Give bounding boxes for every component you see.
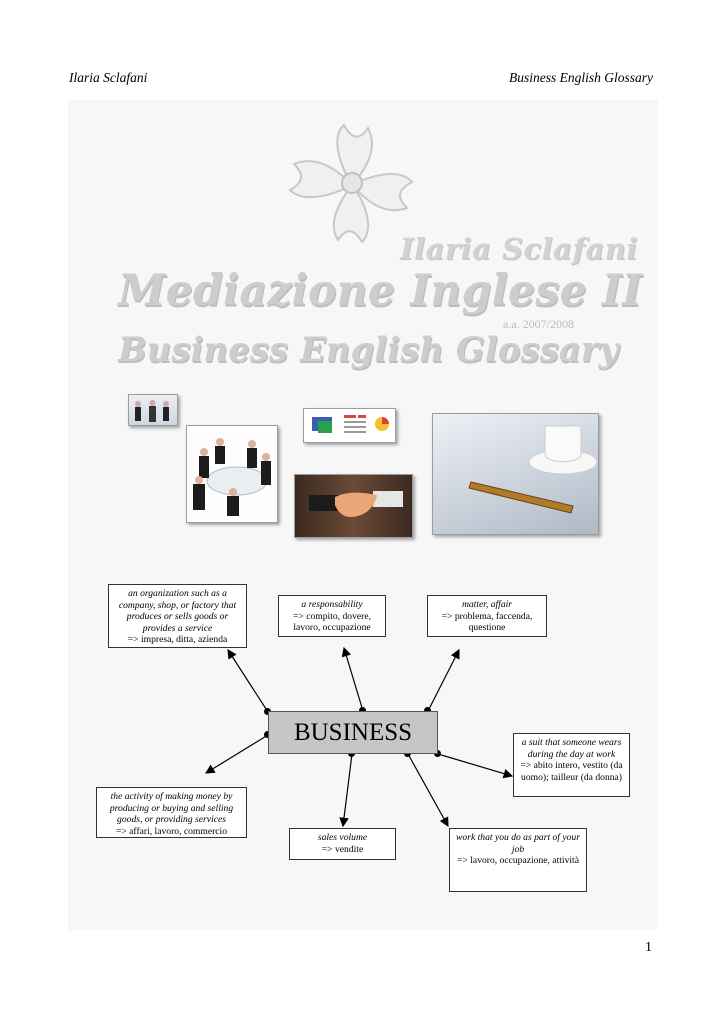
mindmap-node-company: [108, 584, 247, 648]
header-author: Ilaria Sclafani: [69, 70, 148, 85]
node-definition: matter, affair: [461, 599, 513, 610]
node-translation: => problema, faccenda, questione: [441, 610, 533, 634]
node-translation: => impresa, ditta, azienda: [127, 634, 228, 646]
node-translation: => lavoro, occupazione, attività: [457, 855, 579, 867]
cover-academic-year: a.a. 2007/2008: [503, 317, 574, 331]
node-definition: work that you do as part of your job: [456, 832, 580, 855]
node-translation: => affari, lavoro, commercio: [115, 825, 228, 837]
node-definition: sales volume: [317, 832, 368, 843]
mindmap-node-matter: [427, 595, 547, 637]
mindmap-node-commerce: [96, 787, 247, 838]
node-translation: => compito, dovere, lavoro, occupazione: [293, 610, 371, 634]
page-number: 1: [645, 940, 652, 955]
mindmap-node-responsibility: [278, 595, 386, 637]
cover-title-line1: Mediazione Inglese II: [118, 266, 643, 316]
node-translation: => vendite: [321, 843, 364, 855]
mindmap-node-suit: [513, 733, 630, 797]
mindmap-center-business: BUSINESS: [268, 711, 438, 754]
mindmap-node-work: [449, 828, 587, 892]
header-doc-title: Business English Glossary: [508, 70, 653, 85]
node-definition: a suit that someone wears during the day at work: [521, 737, 622, 760]
cover-author: Ilaria Sclafani: [400, 232, 638, 266]
node-definition: the activity of making money by producing or buying and selling goods, or providing services: [109, 791, 234, 826]
mindmap-node-sales-volume: [289, 828, 396, 860]
cover-title-line2: Business English Glossary: [118, 330, 619, 370]
node-translation: => abito intero, vestito (da uomo); tailleur (da donna): [520, 760, 623, 783]
node-definition: a responsability: [301, 599, 363, 610]
node-definition: an organization such as a company, shop, or factory that produces or sells goods or provides a service: [118, 588, 237, 634]
